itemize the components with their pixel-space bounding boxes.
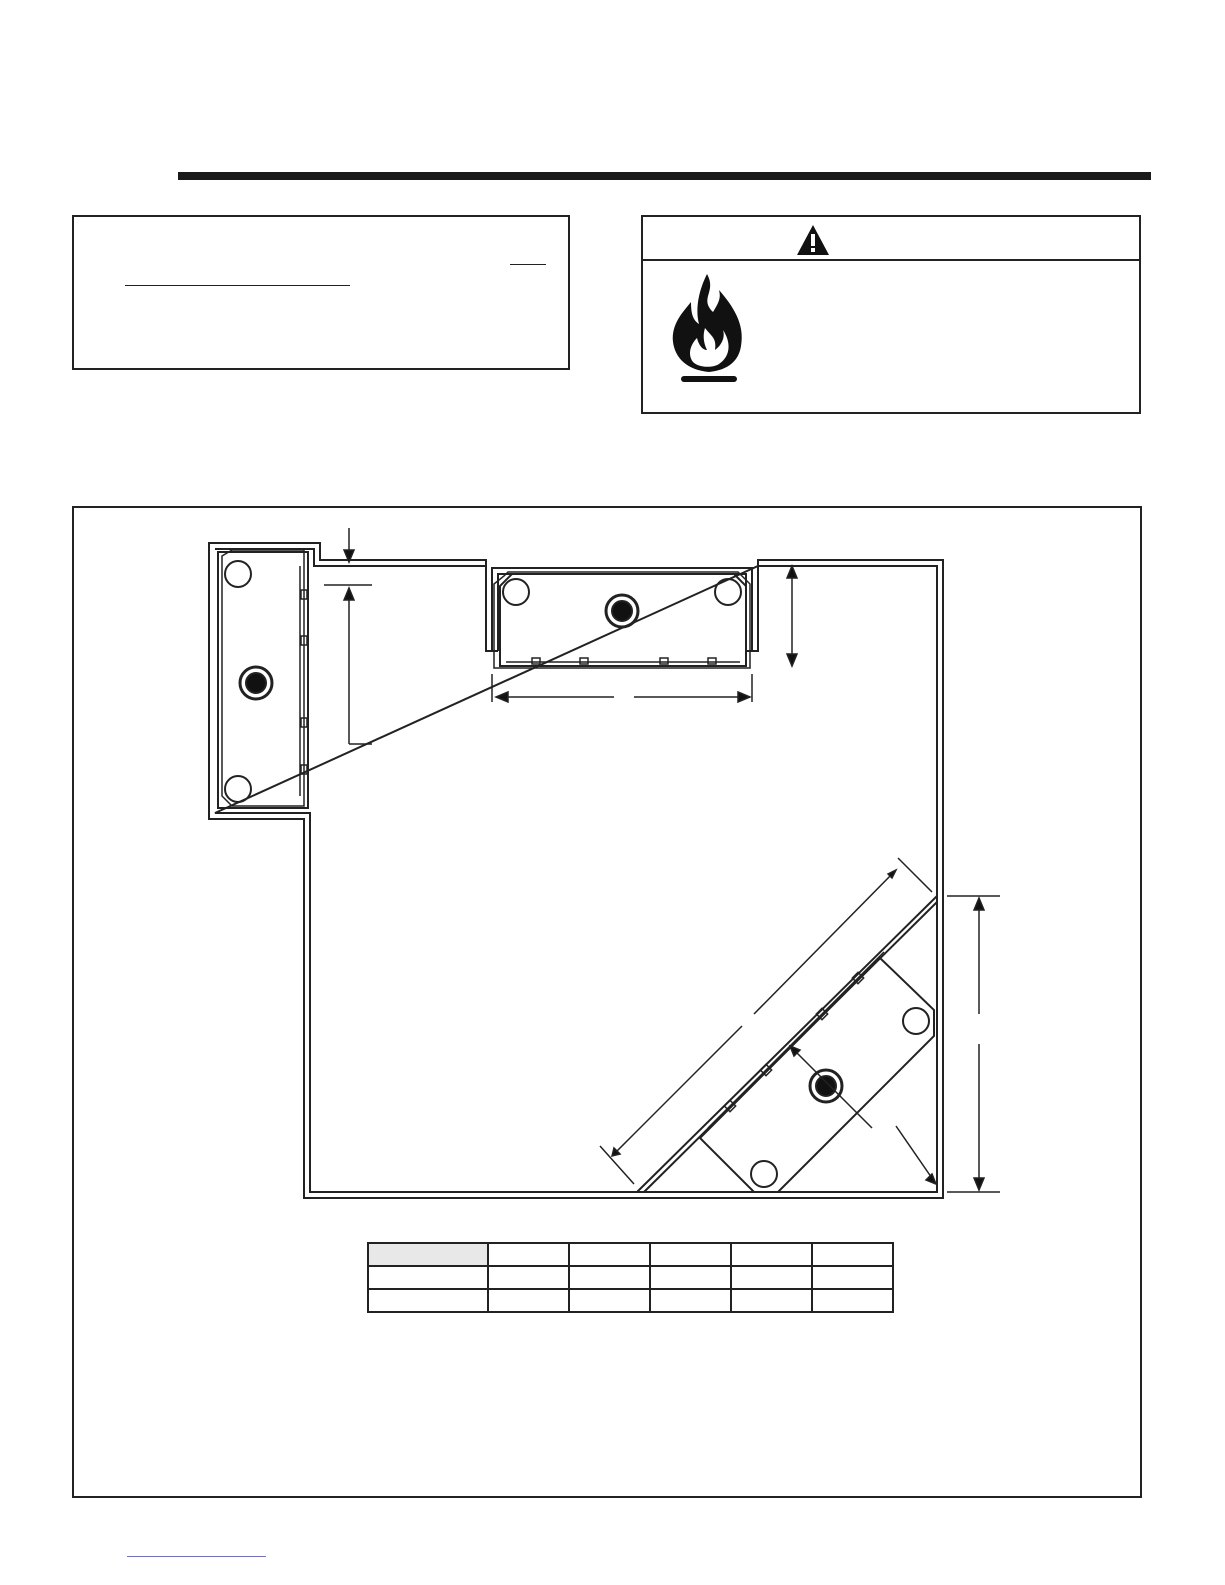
fireplace-placement-diagram bbox=[72, 506, 1142, 1498]
table-cell bbox=[368, 1289, 488, 1312]
table-cell bbox=[731, 1266, 812, 1289]
table-row bbox=[368, 1289, 893, 1312]
table-cell bbox=[731, 1243, 812, 1266]
table-cell bbox=[368, 1243, 488, 1266]
table-cell bbox=[650, 1289, 731, 1312]
table-cell bbox=[812, 1266, 893, 1289]
fireplace-flush-corner bbox=[218, 550, 308, 808]
table-row bbox=[368, 1243, 893, 1266]
fireplace-diagonal-corner bbox=[637, 896, 937, 1192]
clearance-table bbox=[367, 1242, 894, 1313]
table-cell bbox=[731, 1289, 812, 1312]
notice-underline bbox=[125, 285, 350, 286]
dimension-lines bbox=[324, 528, 1000, 1192]
table-cell bbox=[569, 1243, 650, 1266]
footer-link-underline[interactable] bbox=[127, 1556, 266, 1557]
table-cell bbox=[569, 1289, 650, 1312]
header-rule bbox=[178, 172, 1151, 180]
notice-box bbox=[72, 215, 570, 370]
notice-underline bbox=[510, 264, 546, 265]
table-cell bbox=[650, 1266, 731, 1289]
table-cell bbox=[488, 1289, 569, 1312]
table-cell bbox=[650, 1243, 731, 1266]
fire-hazard-icon bbox=[669, 272, 749, 387]
table-cell bbox=[812, 1289, 893, 1312]
table-cell bbox=[569, 1266, 650, 1289]
table-cell bbox=[812, 1243, 893, 1266]
warning-header-divider bbox=[641, 259, 1141, 261]
table-cell bbox=[488, 1243, 569, 1266]
table-cell bbox=[488, 1266, 569, 1289]
warning-triangle-icon bbox=[796, 224, 830, 256]
table-cell bbox=[368, 1266, 488, 1289]
table-row bbox=[368, 1266, 893, 1289]
